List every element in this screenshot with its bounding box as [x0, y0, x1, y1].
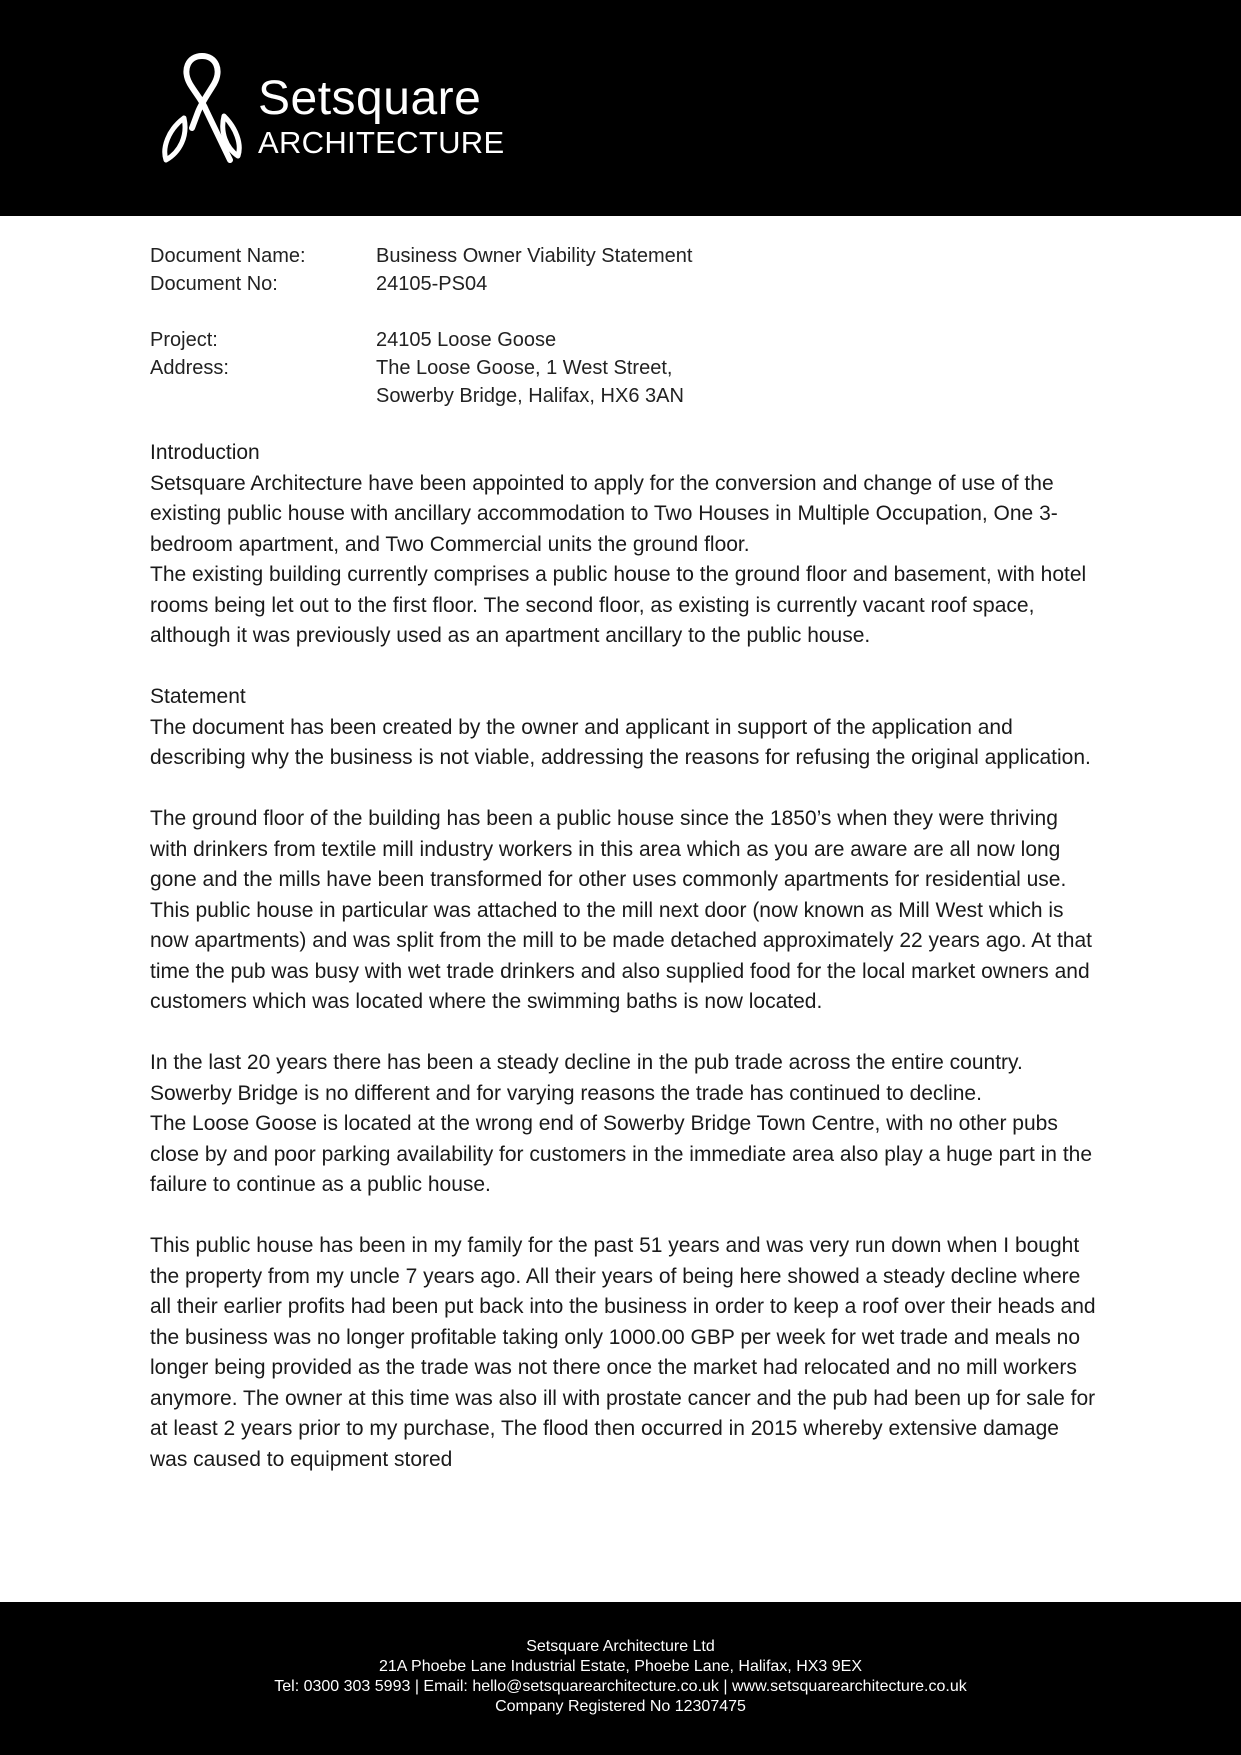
paragraph-spacer	[150, 1018, 1100, 1049]
footer-company: Setsquare Architecture Ltd	[526, 1638, 715, 1655]
address-line-2: Sowerby Bridge, Halifax, HX6 3AN	[376, 385, 684, 407]
project-label: Project:	[150, 329, 218, 351]
section-spacer	[150, 652, 1100, 683]
paragraph-spacer	[150, 774, 1100, 805]
logo-wordmark	[258, 72, 504, 160]
address-label-spacer	[150, 382, 376, 410]
address-label: Address:	[150, 357, 229, 379]
document-body	[150, 438, 1100, 1475]
document-no-label: Document No:	[150, 273, 278, 295]
meta-row-address-2	[150, 382, 692, 410]
introduction-paragraph-1: Setsquare Architecture have been appointed to apply for the conversion and change of use of the existing public house with ancillary accommodation to Two Houses in Multiple Occupation, One 3-bedroom apartment, and Two Commercial units the ground floor.	[150, 471, 1058, 556]
introduction-heading: Introduction	[150, 441, 260, 464]
statement-paragraph-1: The document has been created by the owner and applicant in support of the application and describing why the business is not viable, addressing the reasons for refusing the original application.	[150, 715, 1091, 769]
meta-spacer	[150, 298, 692, 326]
document-name-value: Business Owner Viability Statement	[376, 245, 693, 267]
meta-row-document-name	[150, 242, 692, 270]
document-name-label: Document Name:	[150, 245, 306, 267]
statement-paragraph-2: The ground floor of the building has been a public house since the 1850’s when they were thriving with drinkers from textile mill industry workers in this area which as you are aware are all now long gone and the mills have been transformed for other uses commonly apartments for residential use. This public house in particular was attached to the mill next door (now known as Mill West which is now apartments) and was split from the mill to be made detached approximately 22 years ago. At that time the pub was busy with wet trade drinkers and also supplied food for the local market owners and customers which was located where the swimming baths is now located.	[150, 807, 1092, 1013]
project-value: 24105 Loose Goose	[376, 329, 557, 351]
brand-subtitle: ARCHITECTURE	[258, 125, 505, 160]
brand-name: Setsquare	[258, 72, 482, 125]
paragraph-spacer	[150, 1201, 1100, 1232]
meta-row-address	[150, 354, 692, 382]
address-line-1: The Loose Goose, 1 West Street,	[376, 357, 673, 379]
statement-heading: Statement	[150, 685, 246, 708]
meta-row-document-no	[150, 270, 692, 298]
statement-paragraph-3: In the last 20 years there has been a steady decline in the pub trade across the entire country. Sowerby Bridge is no different and for varying reasons the trade has continued to decline.	[150, 1051, 1023, 1105]
introduction-paragraph-2: The existing building currently comprises a public house to the ground floor and basement, with hotel rooms being let out to the first floor. The second floor, as existing is currently vacant roof space, although it was previously used as an apartment ancillary to the public house.	[150, 563, 1087, 647]
footer-address: 21A Phoebe Lane Industrial Estate, Phoebe Lane, Halifax, HX3 9EX	[379, 1658, 862, 1675]
statement-paragraph-4: The Loose Goose is located at the wrong end of Sowerby Bridge Town Centre, with no other pubs close by and poor parking availability for customers in the immediate area also play a huge part in the failure to continue as a public house.	[150, 1112, 1093, 1196]
statement-paragraph-5: This public house has been in my family for the past 51 years and was very run down when I bought the property from my uncle 7 years ago. All their years of being here showed a steady decline where all their earlier profits had been put back into the business in order to keep a roof over their heads and the business was no longer profitable taking only 1000.00 GBP per week for wet trade and meals no longer being provided as the trade was not there once the market had relocated and no mill workers anymore. The owner at this time was also ill with prostate cancer and the pub had been up for sale for at least 2 years prior to my purchase, The flood then occurred in 2015 whereby extensive damage was caused to equipment stored	[150, 1234, 1096, 1471]
meta-row-project	[150, 326, 692, 354]
footer-contact: Tel: 0300 303 5993 | Email: hello@setsquarearchitecture.co.uk | www.setsquarearchitecture.co.uk	[274, 1678, 967, 1695]
page-header	[0, 0, 1241, 216]
page-footer	[0, 1602, 1241, 1755]
footer-registration: Company Registered No 12307475	[495, 1698, 746, 1715]
document-no-value: 24105-PS04	[376, 273, 488, 295]
document-meta	[150, 242, 692, 410]
setsquare-logo-icon	[160, 48, 244, 164]
